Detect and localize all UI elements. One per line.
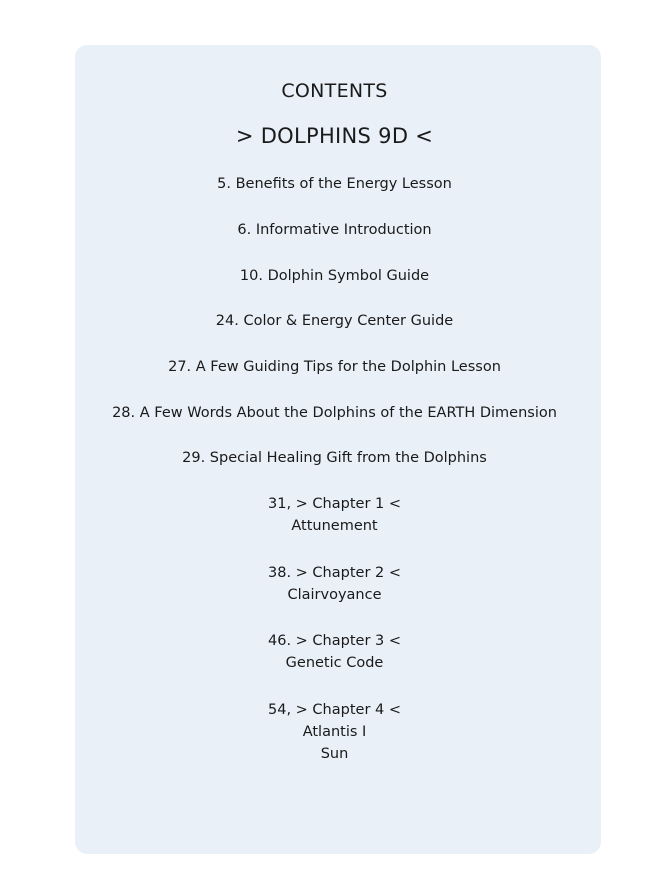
toc-entry[interactable]: 5. Benefits of the Energy Lesson: [217, 176, 452, 192]
chapter-subtitle: Sun: [320, 746, 349, 762]
toc-entry[interactable]: 10. Dolphin Symbol Guide: [239, 268, 430, 284]
chapter-heading: 31, > Chapter 1 <: [268, 496, 401, 512]
chapter-heading: 38. > Chapter 2 <: [268, 565, 401, 581]
chapter-entry[interactable]: [0, 699, 669, 765]
toc-entry[interactable]: 28. A Few Words About the Dolphins of the EARTH Dimension: [112, 405, 557, 421]
toc-entry[interactable]: 27. A Few Guiding Tips for the Dolphin Lesson: [168, 359, 501, 375]
toc-entry[interactable]: 29. Special Healing Gift from the Dolphins: [182, 450, 487, 466]
chapter-subtitle: Genetic Code: [285, 655, 384, 671]
toc-entry[interactable]: 24. Color & Energy Center Guide: [215, 313, 454, 329]
chapter-entry[interactable]: [0, 630, 669, 674]
contents-heading: CONTENTS: [281, 80, 388, 102]
book-title: > DOLPHINS 9D <: [235, 124, 434, 148]
chapter-subtitle: Atlantis I: [302, 724, 367, 740]
chapter-subtitle: Clairvoyance: [287, 587, 382, 603]
chapter-heading: 54, > Chapter 4 <: [268, 702, 401, 718]
chapter-subtitle: Attunement: [291, 518, 378, 534]
toc-entry[interactable]: 6. Informative Introduction: [237, 222, 432, 238]
chapter-heading: 46. > Chapter 3 <: [268, 633, 401, 649]
chapter-entry[interactable]: [0, 493, 669, 537]
chapter-entry[interactable]: [0, 562, 669, 606]
